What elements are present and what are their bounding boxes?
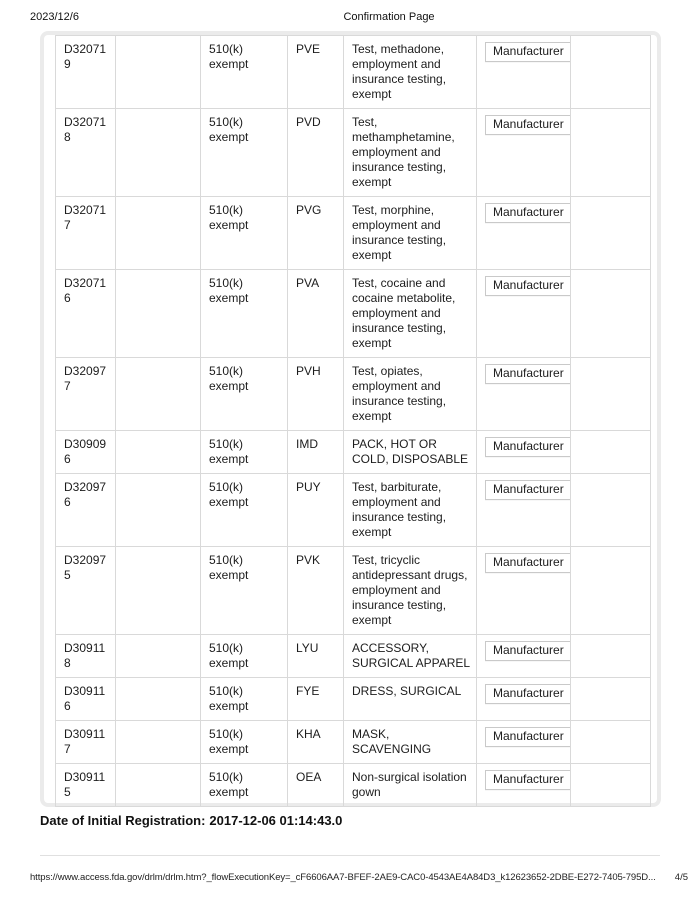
listing-number: D309116 (56, 678, 116, 721)
empty-cell (116, 547, 201, 635)
product-code: PVH (288, 358, 344, 431)
initial-registration-label: Date of Initial Registration: (40, 813, 206, 828)
manufacturer-field[interactable]: Manufacturer (485, 276, 571, 296)
empty-cell (116, 474, 201, 547)
initial-registration-value: 2017-12-06 01:14:43.0 (209, 813, 343, 828)
empty-cell (116, 678, 201, 721)
establishment-type-cell (477, 431, 571, 474)
empty-cell (571, 197, 651, 270)
establishment-type-cell (477, 635, 571, 678)
listing-number: D320975 (56, 547, 116, 635)
device-listing-table-body (56, 36, 651, 807)
manufacturer-field[interactable]: Manufacturer (485, 364, 571, 384)
product-code: PVA (288, 270, 344, 358)
device-description: Test, methadone, employment and insurance testing, exempt (344, 36, 477, 109)
manufacturer-field[interactable]: Manufacturer (485, 727, 571, 747)
empty-cell (571, 109, 651, 197)
empty-cell (571, 635, 651, 678)
product-code: KHA (288, 721, 344, 764)
footer-url: https://www.access.fda.gov/drlm/drlm.htm?_flowExecutionKey=_cF6606AA7-BFEF-2AE9-CAC0-4543AE4A84D3_k12623652-2DBE-E272-7405-795D... (30, 872, 656, 883)
table-row (56, 270, 651, 358)
listing-number: D320718 (56, 109, 116, 197)
listing-number: D309117 (56, 721, 116, 764)
establishment-type-cell (477, 109, 571, 197)
establishment-type-cell (477, 358, 571, 431)
empty-cell (116, 197, 201, 270)
device-description: DRESS, SURGICAL (344, 678, 477, 721)
print-footer (30, 872, 688, 883)
listing-number: D320976 (56, 474, 116, 547)
product-code: FYE (288, 678, 344, 721)
establishment-type-cell (477, 474, 571, 547)
table-row (56, 721, 651, 764)
premarket-exempt-status: 510(k) exempt (201, 678, 288, 721)
manufacturer-field[interactable]: Manufacturer (485, 115, 571, 135)
table-row (56, 547, 651, 635)
listing-number: D320719 (56, 36, 116, 109)
table-row (56, 36, 651, 109)
table-row (56, 358, 651, 431)
device-description: Test, methamphetamine, employment and insurance testing, exempt (344, 109, 477, 197)
table-row (56, 678, 651, 721)
empty-cell (116, 36, 201, 109)
empty-cell (116, 358, 201, 431)
establishment-type-cell (477, 270, 571, 358)
footer-page-number: 4/5 (674, 872, 688, 883)
listing-number: D309115 (56, 764, 116, 807)
premarket-exempt-status: 510(k) exempt (201, 547, 288, 635)
manufacturer-field[interactable]: Manufacturer (485, 641, 571, 661)
establishment-type-cell (477, 764, 571, 807)
device-description: ACCESSORY, SURGICAL APPAREL (344, 635, 477, 678)
establishment-type-cell (477, 36, 571, 109)
product-code: OEA (288, 764, 344, 807)
manufacturer-field[interactable]: Manufacturer (485, 203, 571, 223)
premarket-exempt-status: 510(k) exempt (201, 474, 288, 547)
product-code: LYU (288, 635, 344, 678)
page-title: Confirmation Page (343, 11, 435, 23)
premarket-exempt-status: 510(k) exempt (201, 431, 288, 474)
manufacturer-field[interactable]: Manufacturer (485, 480, 571, 500)
table-row (56, 109, 651, 197)
manufacturer-field[interactable]: Manufacturer (485, 684, 571, 704)
product-code: PVE (288, 36, 344, 109)
table-row (56, 474, 651, 547)
premarket-exempt-status: 510(k) exempt (201, 764, 288, 807)
product-code: PVK (288, 547, 344, 635)
registration-panel (40, 31, 661, 807)
device-description: Non-surgical isolation gown (344, 764, 477, 807)
device-description: Test, opiates, employment and insurance testing, exempt (344, 358, 477, 431)
table-row (56, 764, 651, 807)
device-description: PACK, HOT OR COLD, DISPOSABLE (344, 431, 477, 474)
manufacturer-field[interactable]: Manufacturer (485, 437, 571, 457)
premarket-exempt-status: 510(k) exempt (201, 270, 288, 358)
device-description: Test, cocaine and cocaine metabolite, employment and insurance testing, exempt (344, 270, 477, 358)
empty-cell (571, 431, 651, 474)
premarket-exempt-status: 510(k) exempt (201, 721, 288, 764)
listing-number: D309096 (56, 431, 116, 474)
empty-cell (571, 721, 651, 764)
empty-cell (116, 109, 201, 197)
product-code: IMD (288, 431, 344, 474)
establishment-type-cell (477, 197, 571, 270)
empty-cell (116, 721, 201, 764)
device-description: Test, morphine, employment and insurance testing, exempt (344, 197, 477, 270)
empty-cell (116, 270, 201, 358)
premarket-exempt-status: 510(k) exempt (201, 197, 288, 270)
empty-cell (571, 547, 651, 635)
listing-number: D320717 (56, 197, 116, 270)
empty-cell (571, 764, 651, 807)
empty-cell (571, 474, 651, 547)
empty-cell (116, 635, 201, 678)
manufacturer-field[interactable]: Manufacturer (485, 770, 571, 790)
device-description: Test, barbiturate, employment and insurance testing, exempt (344, 474, 477, 547)
product-code: PUY (288, 474, 344, 547)
listing-number: D309118 (56, 635, 116, 678)
empty-cell (571, 678, 651, 721)
premarket-exempt-status: 510(k) exempt (201, 36, 288, 109)
product-code: PVD (288, 109, 344, 197)
print-header-date: 2023/12/6 (30, 11, 79, 23)
empty-cell (116, 431, 201, 474)
manufacturer-field[interactable]: Manufacturer (485, 42, 571, 62)
premarket-exempt-status: 510(k) exempt (201, 358, 288, 431)
empty-cell (571, 358, 651, 431)
empty-cell (571, 36, 651, 109)
manufacturer-field[interactable]: Manufacturer (485, 553, 571, 573)
footer-divider (40, 855, 660, 856)
establishment-type-cell (477, 721, 571, 764)
device-description: Test, tricyclic antidepressant drugs, employment and insurance testing, exempt (344, 547, 477, 635)
product-code: PVG (288, 197, 344, 270)
initial-registration-date (40, 813, 342, 828)
establishment-type-cell (477, 678, 571, 721)
table-row (56, 197, 651, 270)
premarket-exempt-status: 510(k) exempt (201, 635, 288, 678)
empty-cell (116, 764, 201, 807)
listing-number: D320716 (56, 270, 116, 358)
establishment-type-cell (477, 547, 571, 635)
device-listing-table (55, 35, 651, 807)
table-row (56, 431, 651, 474)
table-row (56, 635, 651, 678)
premarket-exempt-status: 510(k) exempt (201, 109, 288, 197)
device-description: MASK, SCAVENGING (344, 721, 477, 764)
listing-number: D320977 (56, 358, 116, 431)
empty-cell (571, 270, 651, 358)
